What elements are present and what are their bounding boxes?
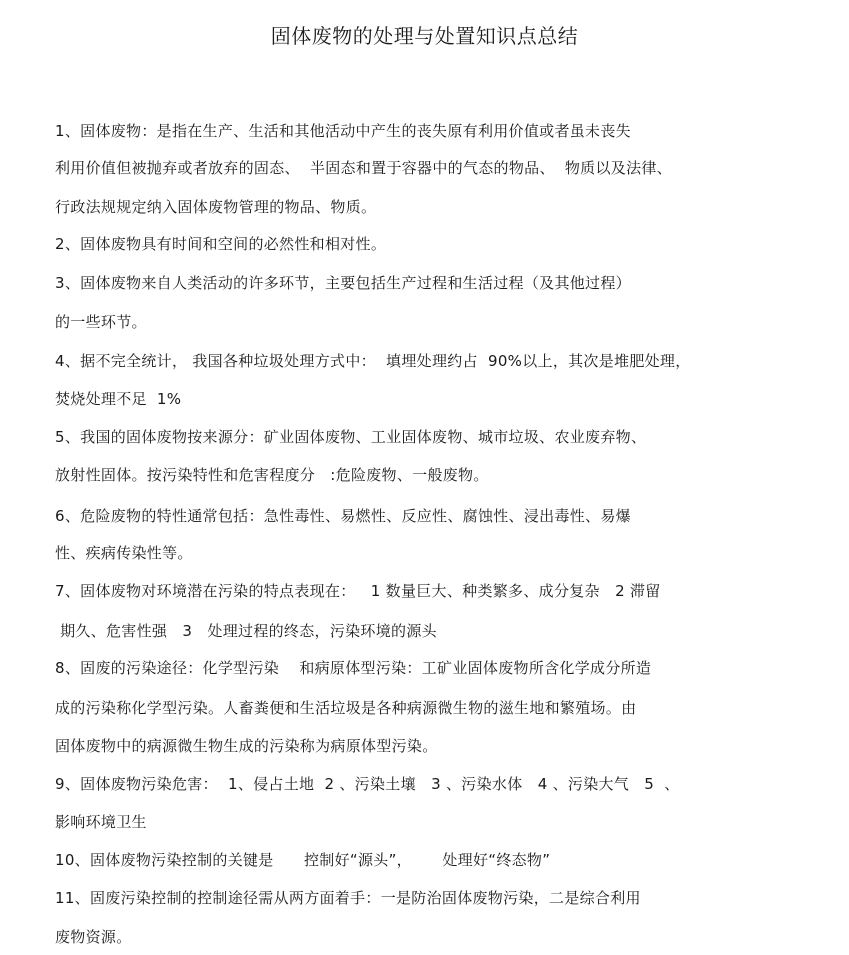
- text-line: 性、疾病传染性等。: [55, 544, 193, 562]
- text-line: 影响环境卫生: [55, 813, 147, 831]
- text-line: 1、固体废物：是指在生产、生活和其他活动中产生的丧失原有利用价值或者虽未丧失: [55, 122, 631, 140]
- text-line: 期久、危害性强 3 处理过程的终态，污染环境的源头: [55, 622, 437, 640]
- text-line: 10、固体废物污染控制的关键是 控制好“源头”， 处理好“终态物”: [55, 851, 551, 869]
- document-title: 固体废物的处理与处置知识点总结: [270, 24, 579, 48]
- text-line: 7、固体废物对环境潜在污染的特点表现在： 1 数量巨大、种类繁多、成分复杂 2 滞留: [55, 582, 661, 600]
- text-line: 成的污染称化学型污染。人畜粪便和生活垃圾是各种病源微生物的滋生地和繁殖场。由: [55, 699, 637, 717]
- text-line: 5、我国的固体废物按来源分：矿业固体废物、工业固体废物、城市垃圾、农业废弃物、: [55, 428, 647, 446]
- text-line: 行政法规规定纳入固体废物管理的物品、物质。: [55, 198, 377, 216]
- text-line: 2、固体废物具有时间和空间的必然性和相对性。: [55, 235, 387, 253]
- text-line: 4、据不完全统计， 我国各种垃圾处理方式中： 填埋处理约占 90%以上，其次是堆肥处理，: [55, 352, 691, 370]
- text-line: 9、固体废物污染危害： 1、侵占土地 2 、污染土壤 3 、污染水体 4 、污染大气 5 、: [55, 775, 680, 793]
- text-line: 固体废物中的病源微生物生成的污染称为病原体型污染。: [55, 737, 438, 755]
- text-line: 8、固废的污染途径：化学型污染 和病原体型污染：工矿业固体废物所含化学成分所造: [55, 659, 652, 677]
- text-line: 11、固废污染控制的控制途径需从两方面着手：一是防治固体废物污染，二是综合利用: [55, 889, 641, 907]
- text-line: 废物资源。: [55, 928, 132, 946]
- text-line: 利用价值但被抛弃或者放弃的固态、 半固态和置于容器中的气态的物品、 物质以及法律、: [55, 159, 672, 177]
- text-line: 焚烧处理不足 1%: [55, 390, 182, 408]
- text-line: 6、危险废物的特性通常包括：急性毒性、易燃性、反应性、腐蚀性、浸出毒性、易爆: [55, 507, 631, 525]
- text-line: 放射性固体。按污染特性和危害程度分 :危险废物、一般废物。: [55, 466, 489, 484]
- text-line: 3、固体废物来自人类活动的许多环节，主要包括生产过程和生活过程（及其他过程）: [55, 274, 631, 292]
- text-line: 的一些环节。: [55, 313, 147, 331]
